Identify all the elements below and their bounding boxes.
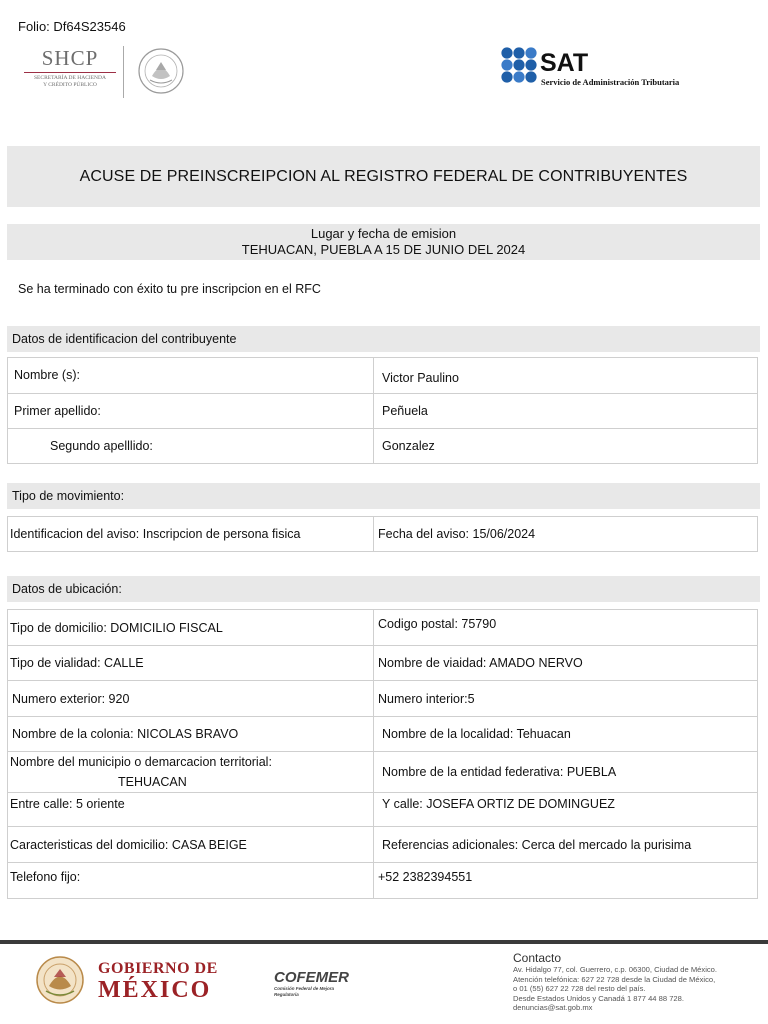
field-value: Gonzalez <box>374 429 758 464</box>
field-right: Nombre de la localidad: Tehuacan <box>374 717 758 752</box>
section-header-ubicacion: Datos de ubicación: <box>7 576 760 602</box>
table-row <box>8 793 758 827</box>
folio-number: Folio: Df64S23546 <box>18 19 126 34</box>
field-right: Nombre de la entidad federativa: PUEBLA <box>374 752 758 793</box>
field-label: Primer apellido: <box>8 394 374 429</box>
field-aviso: Identificacion del aviso: Inscripcion de persona fisica <box>8 517 374 552</box>
success-message: Se ha terminado con éxito tu pre inscripcion en el RFC <box>18 282 321 296</box>
identificacion-table <box>7 357 758 464</box>
field-right: Y calle: JOSEFA ORTIZ DE DOMINGUEZ <box>374 793 758 827</box>
field-fecha-aviso: Fecha del aviso: 15/06/2024 <box>374 517 758 552</box>
footer-divider <box>0 940 768 944</box>
cofemer-logo <box>274 969 349 998</box>
sat-subtitle: Servicio de Administración Tributaria <box>541 77 680 87</box>
table-row <box>8 517 758 552</box>
shcp-rule <box>24 72 116 73</box>
field-right: Nombre de viaidad: AMADO NERVO <box>374 646 758 681</box>
table-row <box>8 827 758 863</box>
table-row <box>8 863 758 899</box>
field-right: Numero interior:5 <box>374 681 758 717</box>
table-row <box>8 394 758 429</box>
shcp-subtitle-1: SECRETARÍA DE HACIENDA <box>34 75 106 81</box>
field-municipio-value: TEHUACAN <box>118 775 187 789</box>
table-row <box>8 358 758 394</box>
field-value: Victor Paulino <box>374 358 758 394</box>
table-row <box>8 681 758 717</box>
contact-phone-national: o 01 (55) 627 22 728 del resto del país. <box>513 984 646 994</box>
place-date-value: TEHUACAN, PUEBLA A 15 DE JUNIO DEL 2024 <box>241 242 526 257</box>
field-label: Nombre (s): <box>8 358 374 394</box>
movimiento-table <box>7 516 758 552</box>
contact-phone-cdmx: Atención telefónica: 627 22 728 desde la Ciudad de México, <box>513 974 716 984</box>
field-left: Nombre de la colonia: NICOLAS BRAVO <box>8 717 374 752</box>
table-row <box>8 429 758 464</box>
sat-logo <box>500 46 700 90</box>
field-right: +52 2382394551 <box>374 863 758 899</box>
gobierno-mexico-logo <box>98 960 218 1002</box>
field-left: Tipo de domicilio: DOMICILIO FISCAL <box>8 610 374 646</box>
field-municipio-label: Nombre del municipio o demarcacion territorial: <box>10 755 272 769</box>
shcp-subtitle-2: Y CRÉDITO PÚBLICO <box>43 82 97 88</box>
ubicacion-table <box>7 609 758 899</box>
cofemer-subtitle: Comisión Federal de Mejora Regulatoria <box>274 986 335 997</box>
contact-address: Av. Hidalgo 77, col. Guerrero, c.p. 06300, Ciudad de México. <box>513 965 718 974</box>
field-left: Numero exterior: 920 <box>8 681 374 717</box>
sat-name: SAT <box>540 49 589 77</box>
field-label: Segundo apelllido: <box>8 429 374 464</box>
field-right: Referencias adicionales: Cerca del mercado la purisima <box>374 827 758 863</box>
shcp-name: SHCP <box>41 46 99 70</box>
shcp-separator <box>123 46 124 98</box>
field-left <box>8 752 374 793</box>
cofemer-name: COFEMER <box>274 969 349 986</box>
field-right: Codigo postal: 75790 <box>374 610 758 646</box>
table-row <box>8 646 758 681</box>
place-date-label: Lugar y fecha de emision <box>310 226 457 241</box>
field-left: Tipo de vialidad: CALLE <box>8 646 374 681</box>
contact-block <box>513 951 768 1013</box>
contact-email[interactable]: denuncias@sat.gob.mx <box>513 1003 593 1013</box>
contact-phone-usa: Desde Estados Unidos y Canadá 1 877 44 88 728. <box>513 993 684 1003</box>
shcp-logo <box>22 46 192 98</box>
field-left: Caracteristicas del domicilio: CASA BEIGE <box>8 827 374 863</box>
table-row <box>8 610 758 646</box>
contact-title: Contacto <box>513 951 562 965</box>
table-row <box>8 752 758 793</box>
sat-dots-icon <box>500 46 538 84</box>
gob-line-1: GOBIERNO DE <box>98 960 218 977</box>
table-row <box>8 717 758 752</box>
document-title-band <box>7 146 760 207</box>
section-header-movimiento: Tipo de movimiento: <box>7 483 760 509</box>
place-date-band <box>7 224 760 260</box>
field-left: Telefono fijo: <box>8 863 374 899</box>
national-seal-icon <box>136 46 186 96</box>
field-value: Peñuela <box>374 394 758 429</box>
gob-line-2: MÉXICO <box>98 977 212 1003</box>
field-left: Entre calle: 5 oriente <box>8 793 374 827</box>
section-header-identificacion: Datos de identificacion del contribuyente <box>7 326 760 352</box>
document-title: ACUSE DE PREINSCREIPCION AL REGISTRO FEDERAL DE CONTRIBUYENTES <box>79 167 688 185</box>
gobierno-seal-icon <box>28 955 92 1005</box>
